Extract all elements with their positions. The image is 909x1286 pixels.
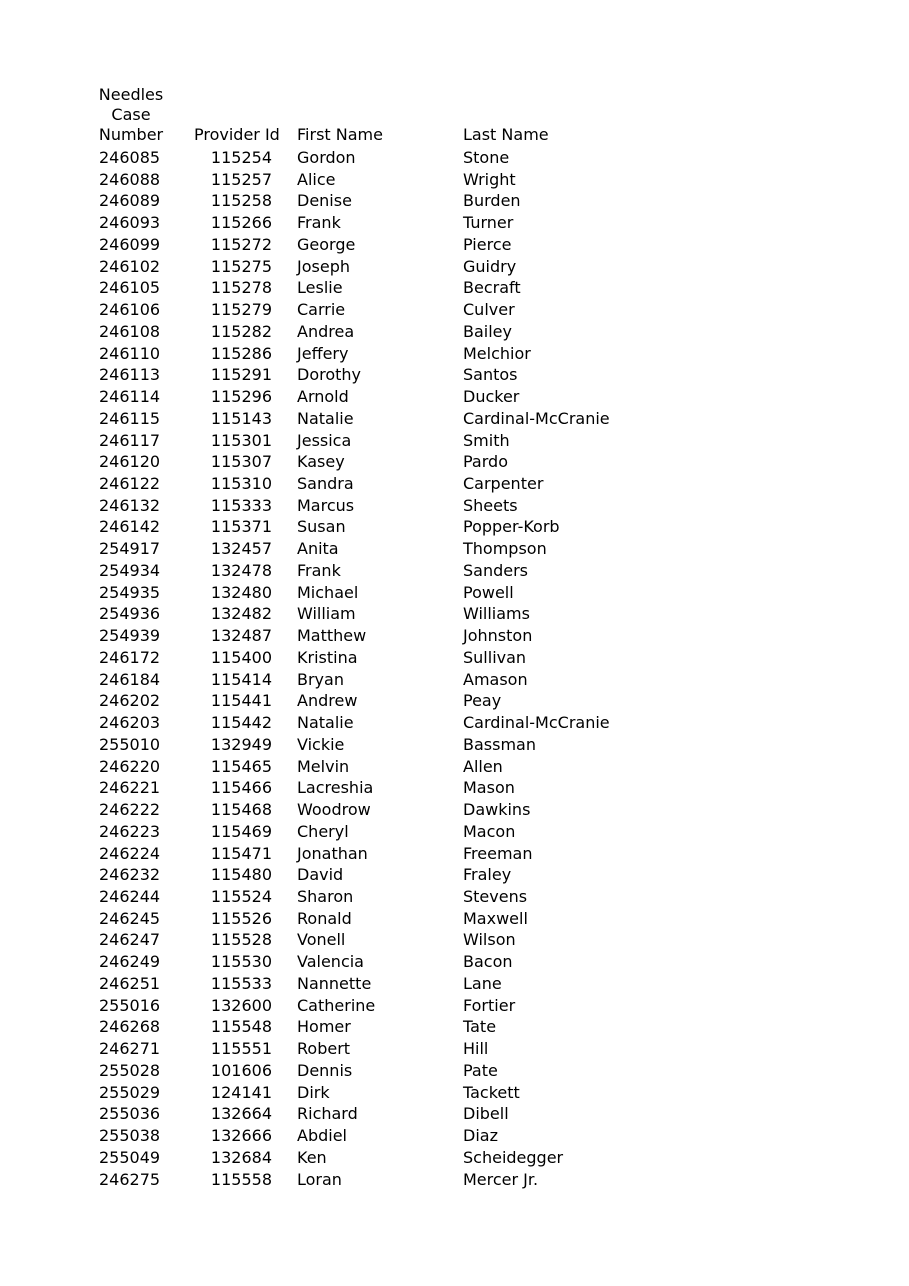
table-row	[0, 756, 909, 778]
provider-id-cell: 115257	[210, 169, 272, 189]
provider-id-cell: 115371	[210, 517, 272, 537]
case-number-cell: 254934	[99, 560, 161, 580]
first-name-cell: Sharon	[297, 886, 354, 906]
provider-id-cell: 115279	[210, 300, 272, 320]
case-number-cell: 246088	[99, 169, 161, 189]
header-case-number-line3: Number	[98, 125, 164, 144]
case-number-cell: 246249	[99, 952, 161, 972]
first-name-cell: Homer	[297, 1017, 351, 1037]
case-number-cell: 246268	[99, 1017, 161, 1037]
provider-id-cell: 115307	[210, 452, 272, 472]
table-row	[0, 277, 909, 299]
table-row	[0, 712, 909, 734]
provider-id-cell: 115528	[210, 930, 272, 950]
table-row	[0, 560, 909, 582]
table-row	[0, 169, 909, 191]
last-name-cell: Macon	[463, 821, 516, 841]
table-row	[0, 1147, 909, 1169]
provider-id-cell: 115296	[210, 387, 272, 407]
provider-id-cell: 115272	[210, 234, 272, 254]
first-name-cell: Ken	[297, 1147, 327, 1167]
first-name-cell: Valencia	[297, 952, 364, 972]
case-number-cell: 255036	[99, 1104, 161, 1124]
last-name-cell: Pate	[463, 1060, 498, 1080]
case-number-cell: 246244	[99, 886, 161, 906]
spreadsheet-page	[0, 85, 909, 1190]
table-row	[0, 864, 909, 886]
last-name-cell: Sullivan	[463, 647, 527, 667]
first-name-cell: Cheryl	[297, 821, 349, 841]
last-name-cell: Tate	[463, 1017, 497, 1037]
header-case-number-line1: Needles	[98, 85, 164, 104]
table-row	[0, 473, 909, 495]
provider-id-cell: 115282	[210, 321, 272, 341]
table-row	[0, 321, 909, 343]
provider-id-cell: 115291	[210, 365, 272, 385]
case-number-cell: 246093	[99, 213, 161, 233]
provider-id-cell: 115266	[210, 213, 272, 233]
case-number-cell: 255029	[99, 1082, 161, 1102]
table-row	[0, 625, 909, 647]
last-name-cell: Maxwell	[463, 908, 528, 928]
first-name-cell: Alice	[297, 169, 336, 189]
last-name-cell: Thompson	[463, 539, 547, 559]
last-name-cell: Stone	[463, 148, 510, 167]
table-row	[0, 212, 909, 234]
table-row	[0, 343, 909, 365]
provider-id-cell: 115258	[210, 191, 272, 211]
first-name-cell: Loran	[297, 1169, 342, 1189]
provider-id-cell: 132478	[210, 560, 272, 580]
provider-id-cell: 115442	[210, 713, 272, 733]
case-number-cell: 246275	[99, 1169, 161, 1189]
last-name-cell: Lane	[463, 973, 502, 993]
case-number-cell: 246122	[99, 474, 161, 494]
provider-id-cell: 124141	[210, 1082, 272, 1102]
last-name-cell: Fraley	[463, 865, 512, 885]
last-name-cell: Bassman	[463, 734, 536, 754]
provider-id-cell: 115530	[210, 952, 272, 972]
case-number-cell: 246105	[99, 278, 161, 298]
case-number-cell: 246108	[99, 321, 161, 341]
provider-id-cell: 115524	[210, 886, 272, 906]
first-name-cell: Jonathan	[297, 843, 368, 863]
provider-id-cell: 115254	[210, 148, 272, 167]
case-number-cell: 246117	[99, 430, 161, 450]
case-number-cell: 254936	[99, 604, 161, 624]
last-name-cell: Santos	[463, 365, 518, 385]
first-name-cell: Susan	[297, 517, 346, 537]
last-name-cell: Hill	[463, 1039, 489, 1059]
first-name-cell: Bryan	[297, 669, 344, 689]
first-name-cell: Anita	[297, 539, 339, 559]
case-number-cell: 246223	[99, 821, 161, 841]
first-name-cell: Andrea	[297, 321, 355, 341]
table-row	[0, 430, 909, 452]
case-number-cell: 246271	[99, 1039, 161, 1059]
last-name-cell: Wright	[463, 169, 516, 189]
table-row	[0, 886, 909, 908]
provider-id-cell: 115480	[210, 865, 272, 885]
last-name-cell: Diaz	[463, 1126, 498, 1146]
table-row	[0, 147, 909, 169]
table-row	[0, 408, 909, 430]
table-row	[0, 1125, 909, 1147]
first-name-cell: David	[297, 865, 344, 885]
last-name-cell: Melchior	[463, 343, 531, 363]
table-row	[0, 495, 909, 517]
last-name-cell: Mason	[463, 778, 515, 798]
last-name-cell: Turner	[463, 213, 514, 233]
provider-id-cell: 115414	[210, 669, 272, 689]
provider-id-cell: 115526	[210, 908, 272, 928]
first-name-cell: Michael	[297, 582, 359, 602]
table-row	[0, 386, 909, 408]
provider-id-cell: 115468	[210, 800, 272, 820]
table-row	[0, 843, 909, 865]
case-number-cell: 246221	[99, 778, 161, 798]
header-case-number-line2: Case	[111, 105, 151, 124]
first-name-cell: Dennis	[297, 1060, 353, 1080]
last-name-cell: Popper-Korb	[463, 517, 560, 537]
first-name-cell: Abdiel	[297, 1126, 347, 1146]
first-name-cell: George	[297, 234, 356, 254]
first-name-cell: William	[297, 604, 356, 624]
table-body	[0, 147, 909, 1190]
table-row	[0, 299, 909, 321]
provider-id-cell: 132487	[210, 626, 272, 646]
provider-id-cell: 115551	[210, 1039, 272, 1059]
provider-id-cell: 132664	[210, 1104, 272, 1124]
first-name-cell: Andrew	[297, 691, 358, 711]
table-row	[0, 799, 909, 821]
provider-id-cell: 115400	[210, 647, 272, 667]
first-name-cell: Jeffery	[297, 343, 349, 363]
first-name-cell: Robert	[297, 1039, 351, 1059]
table-row	[0, 821, 909, 843]
provider-id-cell: 115278	[210, 278, 272, 298]
first-name-cell: Dorothy	[297, 365, 362, 385]
provider-id-cell: 115471	[210, 843, 272, 863]
first-name-cell: Ronald	[297, 908, 352, 928]
case-number-cell: 246099	[99, 234, 161, 254]
case-number-cell: 246115	[99, 408, 161, 428]
case-number-cell: 254939	[99, 626, 161, 646]
table-row	[0, 951, 909, 973]
last-name-cell: Johnston	[463, 626, 533, 646]
first-name-cell: Richard	[297, 1104, 358, 1124]
header-provider-id: Provider Id	[194, 125, 280, 144]
last-name-cell: Tackett	[463, 1082, 520, 1102]
first-name-cell: Natalie	[297, 408, 354, 428]
first-name-cell: Sandra	[297, 474, 354, 494]
case-number-cell: 246142	[99, 517, 161, 537]
table-row	[0, 1060, 909, 1082]
provider-id-cell: 132600	[210, 995, 272, 1015]
provider-id-cell: 115466	[210, 778, 272, 798]
case-number-cell: 246220	[99, 756, 161, 776]
table-row	[0, 451, 909, 473]
table-row	[0, 734, 909, 756]
table-row	[0, 603, 909, 625]
case-number-cell: 255049	[99, 1147, 161, 1167]
case-number-cell: 246120	[99, 452, 161, 472]
first-name-cell: Matthew	[297, 626, 367, 646]
last-name-cell: Burden	[463, 191, 521, 211]
first-name-cell: Woodrow	[297, 800, 371, 820]
first-name-cell: Jessica	[297, 430, 352, 450]
table-row	[0, 669, 909, 691]
last-name-cell: Cardinal-McCranie	[463, 408, 610, 428]
case-number-cell: 246184	[99, 669, 161, 689]
table-header	[0, 85, 909, 147]
last-name-cell: Guidry	[463, 256, 517, 276]
table-row	[0, 777, 909, 799]
provider-id-cell: 115310	[210, 474, 272, 494]
first-name-cell: Leslie	[297, 278, 343, 298]
last-name-cell: Pardo	[463, 452, 508, 472]
last-name-cell: Becraft	[463, 278, 521, 298]
provider-id-cell: 115143	[210, 408, 272, 428]
case-number-cell: 246224	[99, 843, 161, 863]
table-row	[0, 364, 909, 386]
last-name-cell: Freeman	[463, 843, 533, 863]
first-name-cell: Lacreshia	[297, 778, 374, 798]
last-name-cell: Dawkins	[463, 800, 531, 820]
table-row	[0, 234, 909, 256]
case-number-cell: 246202	[99, 691, 161, 711]
last-name-cell: Bailey	[463, 321, 512, 341]
first-name-cell: Frank	[297, 560, 341, 580]
table-row	[0, 582, 909, 604]
provider-id-cell: 115548	[210, 1017, 272, 1037]
first-name-cell: Catherine	[297, 995, 376, 1015]
provider-id-cell: 132684	[210, 1147, 272, 1167]
case-number-cell: 246113	[99, 365, 161, 385]
provider-id-cell: 101606	[210, 1060, 272, 1080]
first-name-cell: Nannette	[297, 973, 372, 993]
last-name-cell: Culver	[463, 300, 515, 320]
last-name-cell: Scheidegger	[463, 1147, 564, 1167]
case-number-cell: 255016	[99, 995, 161, 1015]
table-row	[0, 1169, 909, 1191]
last-name-cell: Smith	[463, 430, 510, 450]
last-name-cell: Carpenter	[463, 474, 544, 494]
table-row	[0, 973, 909, 995]
first-name-cell: Carrie	[297, 300, 346, 320]
case-number-cell: 246251	[99, 973, 161, 993]
last-name-cell: Mercer Jr.	[463, 1169, 539, 1189]
last-name-cell: Dibell	[463, 1104, 509, 1124]
first-name-cell: Kristina	[297, 647, 358, 667]
header-last-name: Last Name	[463, 125, 549, 144]
table-row	[0, 690, 909, 712]
first-name-cell: Joseph	[297, 256, 350, 276]
case-number-cell: 246232	[99, 865, 161, 885]
case-number-cell: 255038	[99, 1126, 161, 1146]
last-name-cell: Stevens	[463, 886, 528, 906]
last-name-cell: Ducker	[463, 387, 520, 407]
provider-id-cell: 115558	[210, 1169, 272, 1189]
case-number-cell: 246114	[99, 387, 161, 407]
first-name-cell: Arnold	[297, 387, 349, 407]
case-number-cell: 246247	[99, 930, 161, 950]
table-row	[0, 1016, 909, 1038]
table-row	[0, 995, 909, 1017]
last-name-cell: Sanders	[463, 560, 529, 580]
provider-id-cell: 132480	[210, 582, 272, 602]
header-case-number	[96, 85, 166, 145]
last-name-cell: Cardinal-McCranie	[463, 713, 610, 733]
table-row	[0, 1038, 909, 1060]
last-name-cell: Pierce	[463, 234, 512, 254]
case-number-cell: 246085	[99, 148, 161, 167]
header-first-name: First Name	[297, 125, 383, 144]
first-name-cell: Gordon	[297, 148, 356, 167]
provider-id-cell: 132949	[210, 734, 272, 754]
case-number-cell: 246203	[99, 713, 161, 733]
table-row	[0, 929, 909, 951]
case-number-cell: 255028	[99, 1060, 161, 1080]
case-number-cell: 254935	[99, 582, 161, 602]
case-number-cell: 246089	[99, 191, 161, 211]
table-row	[0, 908, 909, 930]
last-name-cell: Sheets	[463, 495, 518, 515]
last-name-cell: Fortier	[463, 995, 516, 1015]
table-row	[0, 1103, 909, 1125]
case-number-cell: 246106	[99, 300, 161, 320]
provider-id-cell: 132482	[210, 604, 272, 624]
first-name-cell: Denise	[297, 191, 352, 211]
provider-id-cell: 115301	[210, 430, 272, 450]
provider-id-cell: 115465	[210, 756, 272, 776]
case-number-cell: 246132	[99, 495, 161, 515]
last-name-cell: Wilson	[463, 930, 516, 950]
case-number-cell: 255010	[99, 734, 161, 754]
provider-id-cell: 115275	[210, 256, 272, 276]
provider-id-cell: 115533	[210, 973, 272, 993]
first-name-cell: Dirk	[297, 1082, 330, 1102]
first-name-cell: Marcus	[297, 495, 355, 515]
provider-id-cell: 132457	[210, 539, 272, 559]
table-row	[0, 647, 909, 669]
first-name-cell: Vickie	[297, 734, 345, 754]
provider-id-cell: 115333	[210, 495, 272, 515]
first-name-cell: Kasey	[297, 452, 345, 472]
table-row	[0, 256, 909, 278]
table-row	[0, 538, 909, 560]
case-number-cell: 254917	[99, 539, 161, 559]
first-name-cell: Natalie	[297, 713, 354, 733]
table-row	[0, 516, 909, 538]
provider-id-cell: 115286	[210, 343, 272, 363]
last-name-cell: Allen	[463, 756, 503, 776]
provider-id-cell: 132666	[210, 1126, 272, 1146]
case-number-cell: 246102	[99, 256, 161, 276]
table-row	[0, 1082, 909, 1104]
case-number-cell: 246222	[99, 800, 161, 820]
first-name-cell: Vonell	[297, 930, 346, 950]
last-name-cell: Bacon	[463, 952, 513, 972]
first-name-cell: Frank	[297, 213, 341, 233]
last-name-cell: Williams	[463, 604, 530, 624]
provider-id-cell: 115441	[210, 691, 272, 711]
case-number-cell: 246172	[99, 647, 161, 667]
last-name-cell: Peay	[463, 691, 502, 711]
provider-id-cell: 115469	[210, 821, 272, 841]
table-row	[0, 190, 909, 212]
case-number-cell: 246245	[99, 908, 161, 928]
last-name-cell: Amason	[463, 669, 528, 689]
last-name-cell: Powell	[463, 582, 514, 602]
first-name-cell: Melvin	[297, 756, 350, 776]
case-number-cell: 246110	[99, 343, 161, 363]
